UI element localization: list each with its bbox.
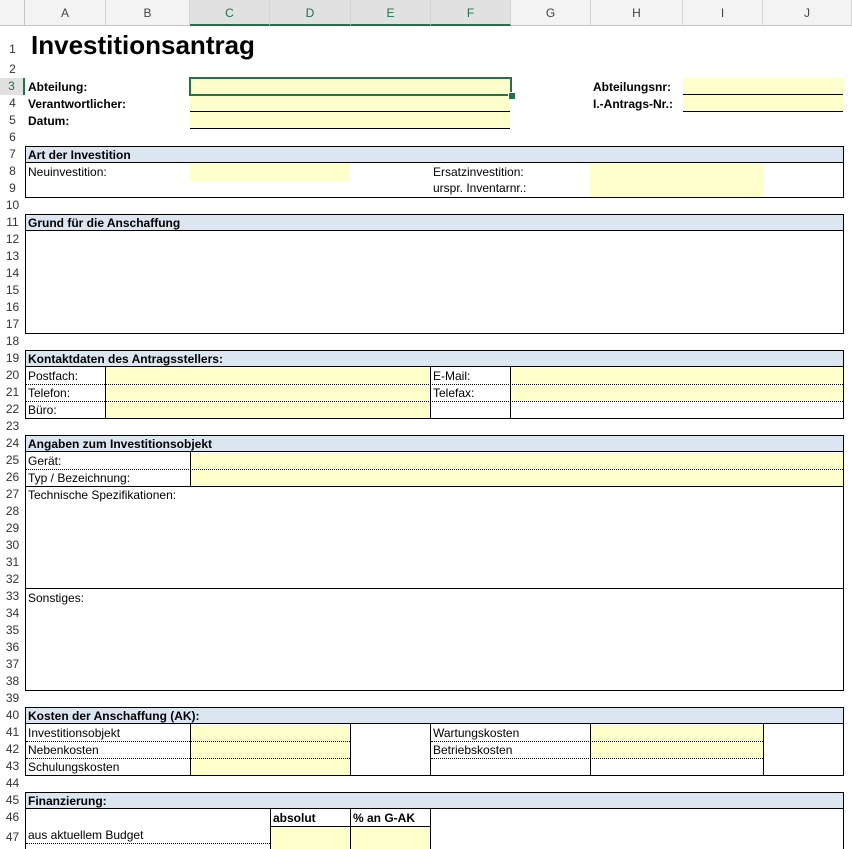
row-header-5[interactable]: 5 xyxy=(0,112,25,129)
abteilungsnr-label: Abteilungsnr: xyxy=(593,80,671,94)
row-header-4[interactable]: 4 xyxy=(0,95,25,112)
row-header-43[interactable]: 43 xyxy=(0,758,25,775)
wartungskosten-label: Wartungskosten xyxy=(433,726,520,740)
column-header-f[interactable]: F xyxy=(431,0,511,26)
investitionsobjekt-label: Investitionsobjekt xyxy=(28,726,121,740)
datum-label: Datum: xyxy=(28,114,70,128)
row-header-9[interactable]: 9 xyxy=(0,180,25,197)
row-header-45[interactable]: 45 xyxy=(0,792,25,809)
verantwortlicher-input[interactable] xyxy=(190,95,510,112)
row-header-20[interactable]: 20 xyxy=(0,367,25,384)
finanzierung-section-header xyxy=(26,793,843,809)
column-header-g[interactable]: G xyxy=(511,0,591,26)
row-header-37[interactable]: 37 xyxy=(0,656,25,673)
row-header-18[interactable]: 18 xyxy=(0,333,25,350)
row-header-30[interactable]: 30 xyxy=(0,537,25,554)
grund-heading: Grund für die Anschaffung xyxy=(28,216,181,230)
row-header-2[interactable]: 2 xyxy=(0,61,25,78)
row-header-27[interactable]: 27 xyxy=(0,486,25,503)
art-heading: Art der Investition xyxy=(28,148,131,162)
row-header-38[interactable]: 38 xyxy=(0,673,25,690)
grund-textarea[interactable] xyxy=(26,232,843,333)
column-header-a[interactable]: A xyxy=(25,0,106,26)
nebenkosten-label: Nebenkosten xyxy=(28,743,99,757)
spezifikationen-label: Technische Spezifikationen: xyxy=(28,488,177,502)
objekt-heading: Angaben zum Investitionsobjekt xyxy=(28,437,213,451)
postfach-label: Postfach: xyxy=(28,369,79,383)
row-header-17[interactable]: 17 xyxy=(0,316,25,333)
row-header-6[interactable]: 6 xyxy=(0,129,25,146)
ersatzinvestition-label: Ersatzinvestition: xyxy=(433,165,524,179)
verantwortlicher-label: Verantwortlicher: xyxy=(28,97,127,111)
row-header-35[interactable]: 35 xyxy=(0,622,25,639)
row-header-13[interactable]: 13 xyxy=(0,248,25,265)
row-header-12[interactable]: 12 xyxy=(0,231,25,248)
schulungskosten-label: Schulungskosten xyxy=(28,760,120,774)
row-header-10[interactable]: 10 xyxy=(0,197,25,214)
column-header-c[interactable]: C xyxy=(190,0,270,26)
geraet-label: Gerät: xyxy=(28,454,62,468)
sonstiges-label: Sonstiges: xyxy=(28,591,85,605)
column-header-e[interactable]: E xyxy=(351,0,431,26)
row-header-7[interactable]: 7 xyxy=(0,146,25,163)
row-header-29[interactable]: 29 xyxy=(0,520,25,537)
column-header-i[interactable]: I xyxy=(683,0,763,26)
row-header-32[interactable]: 32 xyxy=(0,571,25,588)
row-header-46[interactable]: 46 xyxy=(0,809,25,826)
row-header-41[interactable]: 41 xyxy=(0,724,25,741)
column-header-h[interactable]: H xyxy=(591,0,683,26)
page-title: Investitionsantrag xyxy=(31,30,255,60)
neuinvestition-input[interactable] xyxy=(190,164,350,181)
row-header-40[interactable]: 40 xyxy=(0,707,25,724)
fill-handle[interactable] xyxy=(508,92,516,100)
row-header-25[interactable]: 25 xyxy=(0,452,25,469)
inventarnr-label: urspr. Inventarnr.: xyxy=(433,181,527,195)
row-header-31[interactable]: 31 xyxy=(0,554,25,571)
telefax-label: Telefax: xyxy=(433,386,475,400)
row-header-33[interactable]: 33 xyxy=(0,588,25,605)
row-header-14[interactable]: 14 xyxy=(0,265,25,282)
abteilungsnr-input[interactable] xyxy=(683,78,843,95)
sonstiges-textarea[interactable] xyxy=(26,606,843,690)
art-section-header xyxy=(26,147,843,163)
antragsnr-input[interactable] xyxy=(683,95,843,112)
row-header-24[interactable]: 24 xyxy=(0,435,25,452)
datum-input[interactable] xyxy=(190,112,510,129)
row-header-44[interactable]: 44 xyxy=(0,775,25,792)
row-header-39[interactable]: 39 xyxy=(0,690,25,707)
column-header-b[interactable]: B xyxy=(106,0,190,26)
row-header-15[interactable]: 15 xyxy=(0,282,25,299)
row-header-28[interactable]: 28 xyxy=(0,503,25,520)
row-header-19[interactable]: 19 xyxy=(0,350,25,367)
row-header-26[interactable]: 26 xyxy=(0,469,25,486)
budget-label: aus aktuellem Budget xyxy=(28,828,144,842)
telefon-label: Telefon: xyxy=(28,386,71,400)
active-cell-selection[interactable] xyxy=(189,77,512,96)
ersatzinvestition-input[interactable] xyxy=(590,164,763,197)
finanzierung-heading: Finanzierung: xyxy=(28,794,107,808)
row-header-42[interactable]: 42 xyxy=(0,741,25,758)
row-header-36[interactable]: 36 xyxy=(0,639,25,656)
row-header-16[interactable]: 16 xyxy=(0,299,25,316)
neuinvestition-label: Neuinvestition: xyxy=(28,165,107,179)
kontakt-left-inputs[interactable] xyxy=(106,368,430,418)
betriebskosten-label: Betriebskosten xyxy=(433,743,513,757)
absolut-header: absolut xyxy=(273,811,316,825)
kosten-heading: Kosten der Anschaffung (AK): xyxy=(28,709,200,723)
row-header-23[interactable]: 23 xyxy=(0,418,25,435)
row-header-47[interactable]: 47 xyxy=(0,826,25,849)
typ-label: Typ / Bezeichnung: xyxy=(28,471,131,485)
spezifikationen-textarea[interactable] xyxy=(26,504,843,588)
email-label: E-Mail: xyxy=(433,369,471,383)
row-header-8[interactable]: 8 xyxy=(0,163,25,180)
abteilung-label: Abteilung: xyxy=(28,80,88,94)
kontakt-heading: Kontaktdaten des Antragsstellers: xyxy=(28,352,223,366)
kosten-left-inputs[interactable] xyxy=(191,725,350,775)
antragsnr-label: I.-Antrags-Nr.: xyxy=(593,97,674,111)
column-header-j[interactable]: J xyxy=(763,0,852,26)
select-all-corner[interactable] xyxy=(0,0,25,26)
row-header-3[interactable]: 3 xyxy=(0,78,25,95)
row-header-34[interactable]: 34 xyxy=(0,605,25,622)
row-header-1[interactable]: 1 xyxy=(0,26,25,61)
column-header-d[interactable]: D xyxy=(270,0,351,26)
buero-label: Büro: xyxy=(28,403,57,417)
prozent-header: % an G-AK xyxy=(353,811,416,825)
row-header-22[interactable]: 22 xyxy=(0,401,25,418)
row-header-11[interactable]: 11 xyxy=(0,214,25,231)
row-header-21[interactable]: 21 xyxy=(0,384,25,401)
